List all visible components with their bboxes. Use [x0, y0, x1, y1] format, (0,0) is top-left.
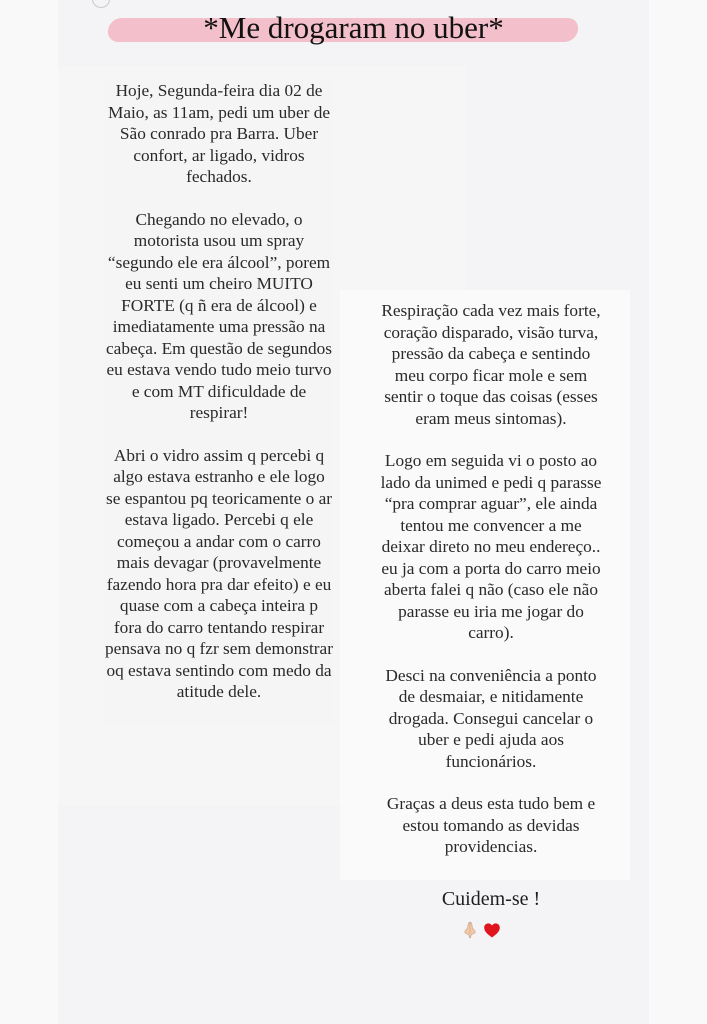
right-paragraph-2: Logo em seguida vi o posto ao lado da unimed e pedi q parasse “pra comprar aguar”, ele ainda tentou me convencer a me deixar direto no meu endereço.. eu ja com a porta do carro meio aberta falei q não (caso ele não parasse eu iria me jogar do carro).	[380, 451, 602, 642]
title-wrap	[0, 8, 707, 48]
signoff-text: Cuidem-se !	[441, 888, 541, 910]
left-paragraph-2: Chegando no elevado, o motorista usou um spray “segundo ele era álcool”, porem eu senti um cheiro MUITO FORTE (q ñ era de álcool) e imediatamente uma pressão na cabeça. Em questão de segundos eu estava vendo tudo meio turvo e com MT dificuldade de respirar!	[105, 209, 332, 422]
right-paragraph-1: Respiração cada vez mais forte, coração disparado, visão turva, pressão da cabeça e sentindo meu corpo ficar mole e sem sentir o toque das coisas (esses eram meus sintomas).	[381, 301, 601, 428]
emoji-row	[455, 918, 507, 942]
right-text-column	[378, 300, 604, 879]
pray-hands-icon	[460, 920, 480, 940]
right-margin	[649, 0, 707, 1024]
right-paragraph-4: Graças a deus esta tudo bem e estou tomando as devidas providencias.	[386, 794, 596, 856]
red-heart-icon	[482, 920, 502, 940]
left-paragraph-1: Hoje, Segunda-feira dia 02 de Maio, as 11am, pedi um uber de São conrado pra Barra. Uber confort, ar ligado, vidros fechados.	[107, 81, 331, 186]
left-paragraph-3: Abri o vidro assim q percebi q algo estava estranho e ele logo se espantou pq teoricamente o ar estava ligado. Percebi q ele começou a andar com o carro mais devagar (provavelmente fazendo hora pra dar efeito) e eu quase com a cabeça inteira p fora do carro tentando respirar pensava no q fzr sem demonstrar oq estava sentindo com medo da atitude dele.	[105, 445, 333, 701]
left-margin	[0, 0, 58, 1024]
left-text-column	[104, 80, 334, 724]
right-paragraph-3: Desci na conveniência a ponto de desmaiar, e nitidamente drogada. Consegui cancelar o uber e pedi ajuda aos funcionários.	[385, 665, 597, 771]
story-title: *Me drogaram no uber*	[203, 10, 504, 45]
